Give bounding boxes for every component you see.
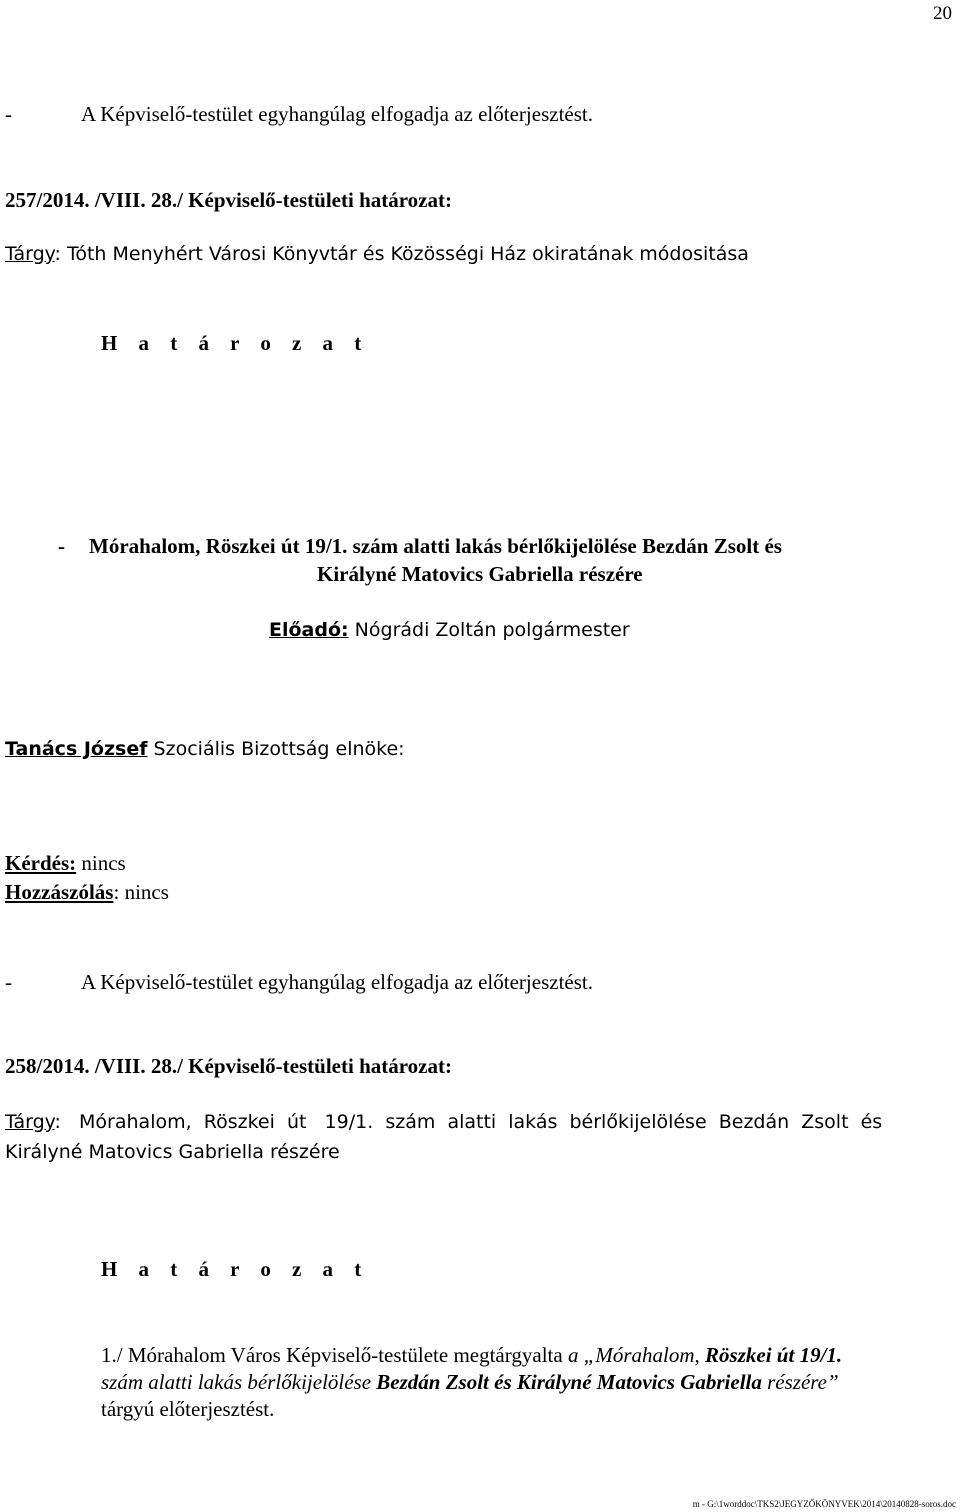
- body-l1-a: 1./ Mórahalom Város Képviselő-testülete megtárgyalta: [101, 1343, 568, 1367]
- body-l2-b: Bezdán Zsolt és Királyné Matovics Gabriella: [376, 1370, 762, 1394]
- committee-chair-name: Tanács József: [5, 738, 148, 760]
- question-label: Kérdés:: [5, 851, 77, 875]
- comment-line: [5, 882, 169, 903]
- presenter-label: Előadó:: [269, 619, 349, 641]
- body-line-2: [101, 1372, 839, 1393]
- decision-text: A Képviselő-testület egyhangúlag elfogadja az előterjesztést.: [81, 102, 593, 126]
- question-value: nincs: [76, 851, 126, 875]
- decision-dash-2: -: [5, 970, 12, 994]
- subject-text-2-line1: : Mórahalom, Röszkei út 19/1. szám alatti lakás bérlőkijelölése Bezdán Zsolt és: [54, 1111, 883, 1133]
- comment-label: Hozzászólás: [5, 880, 114, 904]
- resolution-subject: [5, 245, 749, 264]
- agenda-title-line2: Királyné Matovics Gabriella részére: [317, 562, 643, 586]
- body-l1-b: a „Mórahalom,: [567, 1343, 706, 1367]
- presenter-name: Nógrádi Zoltán polgármester: [348, 619, 630, 641]
- body-line-3: tárgyú előterjesztést.: [101, 1397, 275, 1421]
- comment-value: : nincs: [113, 880, 169, 904]
- decision-line: [5, 104, 12, 125]
- committee-line: [5, 740, 405, 759]
- committee-role: Szociális Bizottság elnöke:: [147, 738, 405, 760]
- subject-text: : Tóth Menyhért Városi Könyvtár és Közösségi Ház okiratának módositása: [54, 243, 749, 265]
- resolution-number-2: 258/2014. /VIII. 28./ Képviselő-testületi határozat:: [5, 1054, 452, 1078]
- body-l1-c: Röszkei út 19/1.: [705, 1343, 843, 1367]
- resolution-subject-2: [5, 1113, 882, 1132]
- page-number: 20: [933, 3, 952, 24]
- dash: -: [5, 102, 12, 126]
- resolution-heading: H a t á r o z a t: [101, 331, 370, 355]
- subject-label: Tárgy: [5, 243, 55, 265]
- decision-text-2: A Képviselő-testület egyhangúlag elfogadja az előterjesztést.: [81, 970, 593, 994]
- body-line-1: [101, 1345, 842, 1366]
- resolution-heading-2: H a t á r o z a t: [101, 1257, 370, 1281]
- footer-path: m - G:\1worddoc\TKS2\JEGYZŐKÖNYVEK\2014\20140828-soros.doc: [692, 1499, 956, 1509]
- presenter: [269, 621, 630, 640]
- subject-text-2-line2: Királyné Matovics Gabriella részére: [5, 1141, 340, 1163]
- body-l2-c: részére”: [761, 1370, 839, 1394]
- agenda-dash: -: [58, 534, 65, 558]
- agenda-title-line1: Mórahalom, Röszkei út 19/1. szám alatti lakás bérlőkijelölése Bezdán Zsolt és: [89, 534, 782, 558]
- subject-label-2: Tárgy: [5, 1111, 55, 1133]
- resolution-number: 257/2014. /VIII. 28./ Képviselő-testületi határozat:: [5, 188, 452, 212]
- body-l2-a: szám alatti lakás bérlőkijelölése: [101, 1370, 377, 1394]
- question-line: [5, 853, 126, 874]
